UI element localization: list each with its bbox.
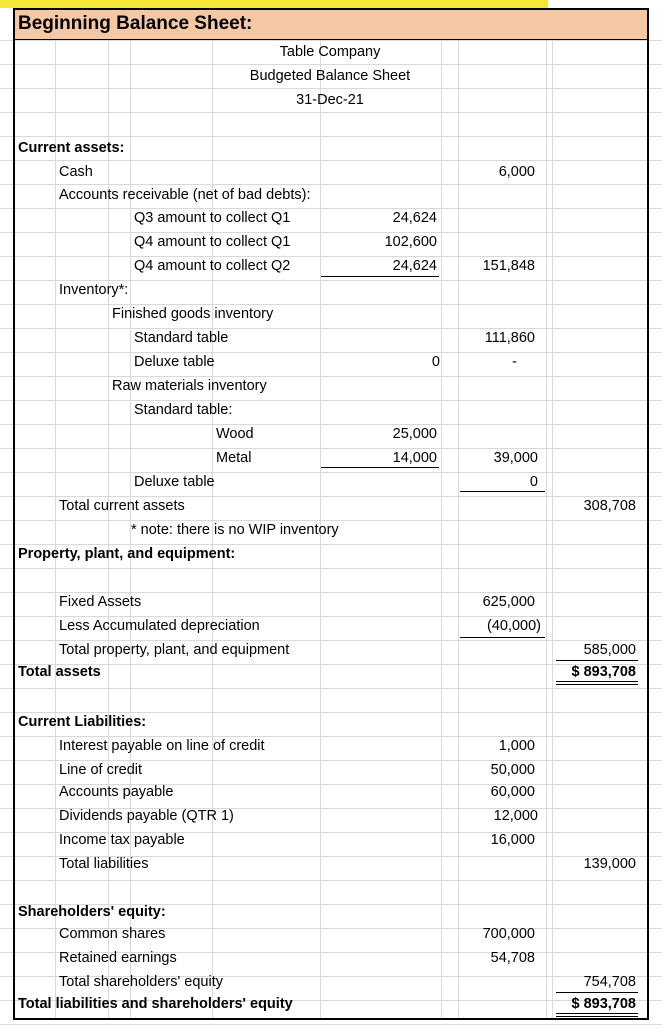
fg-label: Finished goods inventory: [112, 306, 274, 322]
cash-value[interactable]: 6,000: [498, 164, 535, 180]
ar-total[interactable]: 151,848: [482, 258, 535, 274]
common-shares-label: Common shares: [59, 926, 166, 942]
cash-label: Cash: [59, 164, 93, 180]
fixed-assets-label: Fixed Assets: [59, 594, 142, 610]
fg-standard-label: Standard table: [134, 330, 229, 346]
fg-standard-value[interactable]: 111,860: [484, 330, 535, 346]
inventory-label: Inventory*:: [59, 282, 129, 298]
rm-standard-total[interactable]: 39,000: [493, 450, 538, 466]
fg-deluxe-value[interactable]: 0: [431, 354, 440, 370]
report-date: 31-Dec-21: [296, 92, 364, 108]
ar-item-label: Q3 amount to collect Q1: [134, 210, 291, 226]
depreciation-label: Less Accumulated depreciation: [59, 618, 260, 634]
total-le-value[interactable]: $ 893,708: [571, 996, 636, 1012]
current-assets-heading: Current assets:: [18, 140, 125, 156]
subtotal-underline: [460, 637, 545, 638]
ar-item-label: Q4 amount to collect Q1: [134, 234, 291, 250]
rm-wood-value[interactable]: 25,000: [392, 426, 437, 442]
subtotal-underline: [321, 467, 439, 468]
double-underline: [556, 681, 638, 685]
rm-deluxe-value[interactable]: 0: [529, 474, 538, 490]
liability-label: Interest payable on line of credit: [59, 738, 265, 754]
liability-label: Line of credit: [59, 762, 143, 778]
liability-value[interactable]: 50,000: [490, 762, 535, 778]
equity-heading: Shareholders' equity:: [18, 904, 166, 920]
subtotal-underline: [556, 992, 638, 993]
total-equity-label: Total shareholders' equity: [59, 974, 223, 990]
rm-wood-label: Wood: [216, 426, 254, 442]
report-name: Budgeted Balance Sheet: [249, 68, 411, 84]
total-ppe-value[interactable]: 585,000: [583, 642, 636, 658]
sheet-title: Beginning Balance Sheet:: [18, 13, 253, 34]
ar-item-value[interactable]: 24,624: [392, 210, 437, 226]
liability-value[interactable]: 60,000: [490, 784, 535, 800]
liability-label: Income tax payable: [59, 832, 185, 848]
selected-cell-highlight: [0, 0, 548, 8]
subtotal-underline: [460, 491, 545, 492]
liabilities-heading: Current Liabilities:: [18, 714, 147, 730]
total-le-label: Total liabilities and shareholders' equity: [18, 996, 293, 1012]
rm-standard-label: Standard table:: [134, 402, 233, 418]
inventory-note: * note: there is no WIP inventory: [131, 522, 339, 538]
total-assets-label: Total assets: [18, 664, 101, 680]
total-current-assets-value[interactable]: 308,708: [583, 498, 636, 514]
ar-item-value[interactable]: 102,600: [384, 234, 437, 250]
liability-label: Dividends payable (QTR 1): [59, 808, 234, 824]
total-equity-value[interactable]: 754,708: [583, 974, 636, 990]
depreciation-value[interactable]: (40,000): [486, 618, 541, 634]
subtotal-underline: [321, 276, 439, 277]
ppe-heading: Property, plant, and equipment:: [18, 546, 236, 562]
retained-earnings-label: Retained earnings: [59, 950, 177, 966]
total-ppe-label: Total property, plant, and equipment: [59, 642, 290, 658]
total-liabilities-label: Total liabilities: [59, 856, 149, 872]
total-assets-value[interactable]: $ 893,708: [571, 664, 636, 680]
liability-value[interactable]: 12,000: [493, 808, 538, 824]
ar-label: Accounts receivable (net of bad debts):: [59, 187, 311, 203]
liability-value[interactable]: 1,000: [498, 738, 535, 754]
rm-metal-value[interactable]: 14,000: [392, 450, 437, 466]
company-name: Table Company: [279, 44, 381, 60]
liability-label: Accounts payable: [59, 784, 174, 800]
fixed-assets-value[interactable]: 625,000: [482, 594, 535, 610]
liability-value[interactable]: 16,000: [490, 832, 535, 848]
common-shares-value[interactable]: 700,000: [482, 926, 535, 942]
rm-deluxe-label: Deluxe table: [134, 474, 215, 490]
retained-earnings-value[interactable]: 54,708: [490, 950, 535, 966]
rm-label: Raw materials inventory: [112, 378, 267, 394]
double-underline: [556, 1013, 638, 1017]
fg-deluxe-label: Deluxe table: [134, 354, 215, 370]
fg-deluxe-total[interactable]: -: [512, 354, 517, 370]
total-current-assets-label: Total current assets: [59, 498, 185, 514]
total-liabilities-value[interactable]: 139,000: [583, 856, 636, 872]
subtotal-underline: [556, 660, 638, 661]
ar-item-label: Q4 amount to collect Q2: [134, 258, 291, 274]
rm-metal-label: Metal: [216, 450, 252, 466]
ar-item-value[interactable]: 24,624: [392, 258, 437, 274]
grid-row-line: [0, 1024, 662, 1025]
